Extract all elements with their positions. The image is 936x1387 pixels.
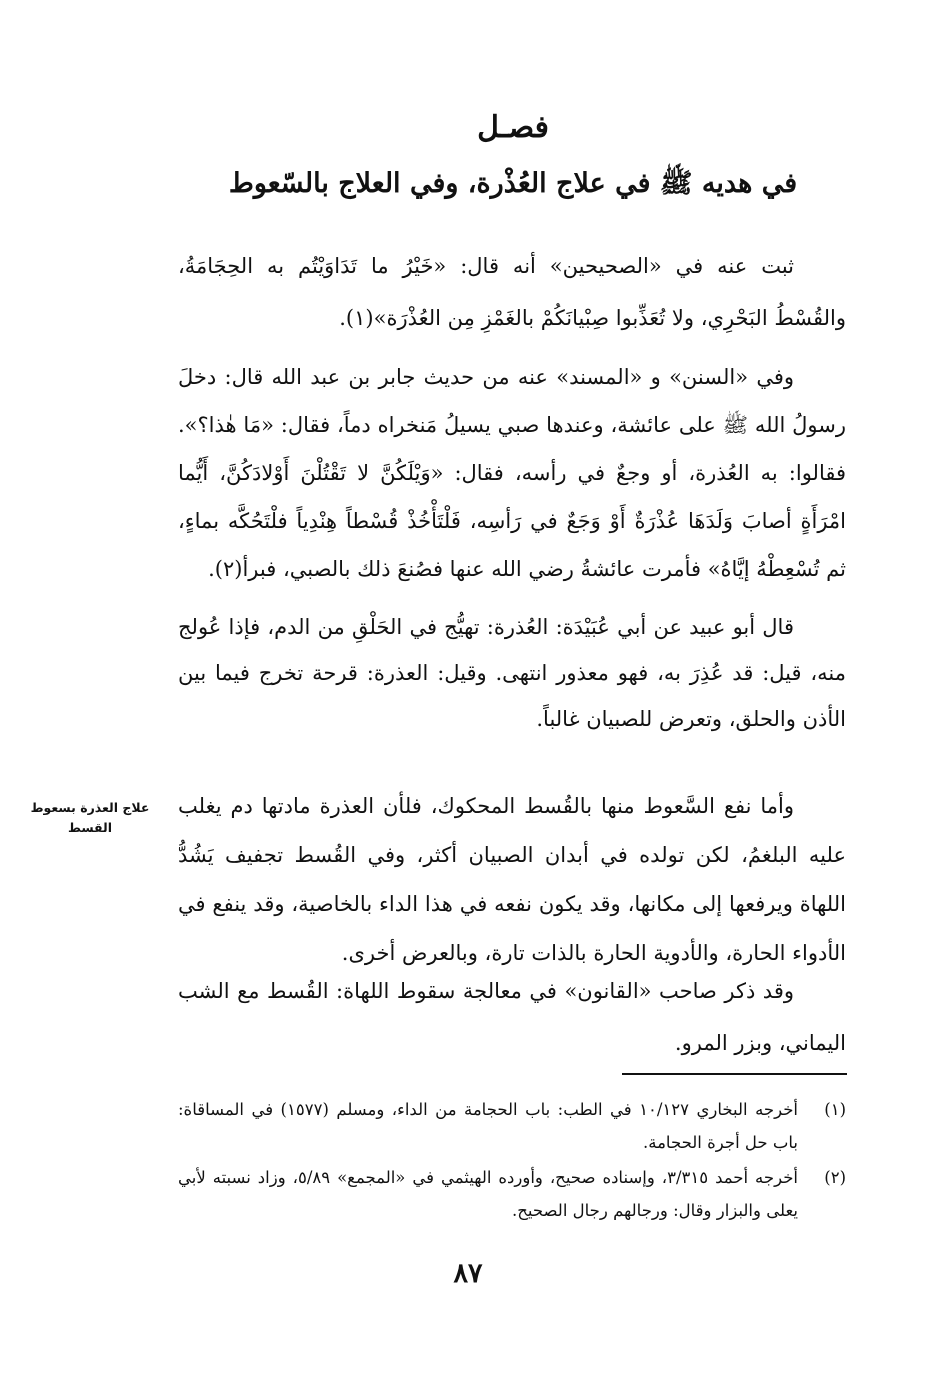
paragraph-4: وأما نفع السَّعوط منها بالقُسط المحكوك، فلأن العذرة مادتها دم يغلب عليه البلغمُ، لكن تولده في أبدان الصبيان أكثر، وفي القُسط تجفيف يَشُدُّ اللهاة ويرفعها إلى مكانها، وقد يكون نفعه في هذا الداء بالخاصية، وقد ينفع في الأدواء الحارة، والأدوية الحارة بالذات تارة، وبالعرض أخرى.	[178, 794, 846, 965]
section-title: فصـل	[477, 110, 549, 145]
paragraph-5: وقد ذكر صاحب «القانون» في معالجة سقوط اللهاة: القُسط مع الشب اليماني، وبزر المرو.	[178, 979, 846, 1055]
footnote-2	[178, 1161, 846, 1227]
margin-note: علاج العذرة بسعوط القسط	[30, 800, 150, 835]
paragraph-1: ثبت عنه في «الصحيحين» أنه قال: «خَيْرُ ما تَدَاوَيْتُم به الحِجَامَةُ، والقُسْطُ البَحْرِي، ولا تُعَذِّبوا صِبْيانَكُمْ بالغَمْزِ مِن العُذْرَة»(١).	[178, 254, 846, 330]
footnote-text: أخرجه البخاري ١٠/١٢٧ في الطب: باب الحجامة من الداء، ومسلم (١٥٧٧) في المساقاة: باب حل أجرة الحجامة.	[178, 1100, 799, 1152]
footnote-1	[178, 1093, 846, 1159]
paragraph-3: قال أبو عبيد عن أبي عُبَيْدَة: العُذرة: تهيُّج في الحَلْقِ من الدم، فإذا عُولج منه، قيل: قد عُذِرَ به، فهو معذور انتهى. وقيل: العذرة: قرحة تخرج فيما بين الأذن والحلق، وتعرض للصبيان غالباً.	[178, 615, 846, 731]
chapter-heading: في هديه ﷺ في علاج العُذْرة، وفي العلاج بالسّعوط	[228, 168, 798, 199]
footnote-number: (٢)	[824, 1168, 846, 1187]
paragraph-2: وفي «السنن» و «المسند» عنه من حديث جابر بن عبد الله قال: دخلَ رسولُ الله ﷺ على عائشة، وعندها صبي يسيلُ مَنخراه دماً، فقال: «مَا هٰذا؟». فقالوا: به العُذرة، أو وجعٌ في رأسه، فقال: «وَيْلَكُنَّ لا تَقْتُلْنَ أَوْلادَكُنَّ، أَيُّما امْرَأَةٍ أصابَ وَلَدَهَا عُذْرَةٌ أَوْ وَجَعٌ في رَأسِه، فَلْتَأْخُذْ قُسْطاً هِنْدِياً فلْتَحُكَّه بماءٍ، ثم تُسْعِطْهُ إيَّاهُ» فأمرت عائشةُ رضي الله عنها فصُنعَ ذلك بالصبي، فبرأ(٢).	[178, 365, 846, 581]
page-number: ٨٧	[453, 1258, 483, 1289]
footnote-number: (١)	[824, 1100, 846, 1119]
footnote-text: أخرجه أحمد ٣/٣١٥، وإسناده صحيح، وأورده الهيثمي في «المجمع» ٥/٨٩، وزاد نسبته لأبي يعلى والبزار وقال: ورجالهم رجال الصحيح.	[178, 1168, 798, 1220]
footnote-divider	[622, 1073, 847, 1075]
